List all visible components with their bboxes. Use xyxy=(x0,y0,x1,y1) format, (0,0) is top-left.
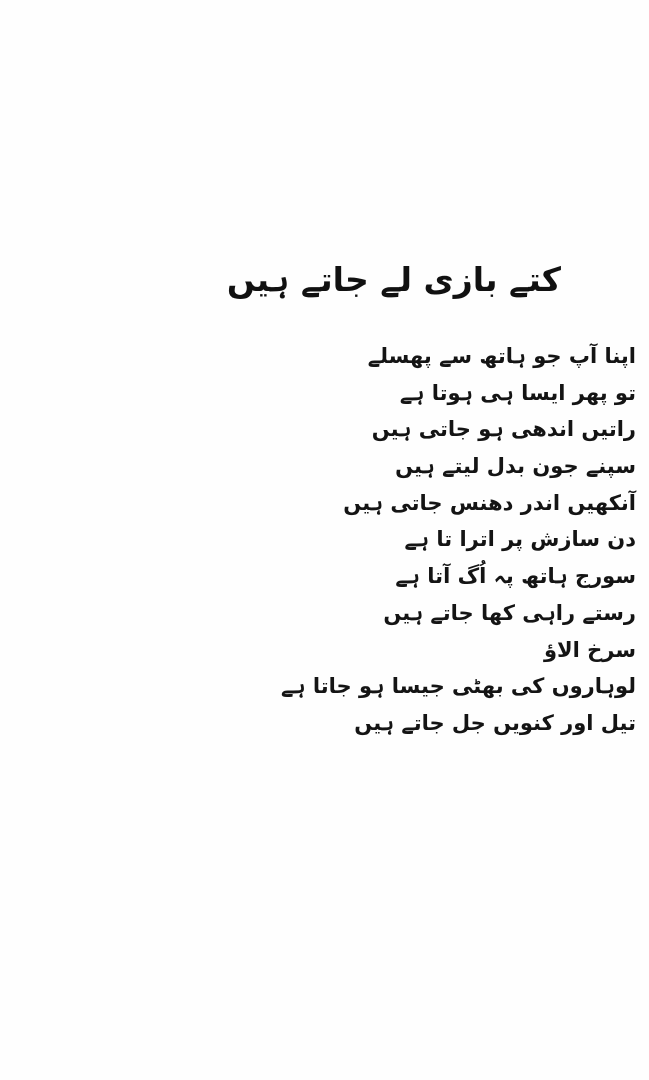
poem-body xyxy=(280,338,636,742)
poem-line: سورج ہاتھ پہ اُگ آتا ہے xyxy=(395,564,636,589)
poem-line: راتیں اندھی ہو جاتی ہیں xyxy=(371,417,636,442)
poem-line: سرخ الاؤ xyxy=(543,637,636,662)
poem-line: سپنے جون بدل لیتے ہیں xyxy=(395,454,636,479)
poem-line: دن سازش پر اترا تا ہے xyxy=(404,527,636,552)
poem-line: تیل اور کنویں جل جاتے ہیں xyxy=(354,710,636,735)
poem-line: لوہاروں کی بھٹی جیسا ہو جاتا ہے xyxy=(280,674,636,699)
poem-line: آنکھیں اندر دھنس جاتی ہیں xyxy=(343,490,636,515)
poem-line: رستے راہی کھا جاتے ہیں xyxy=(383,600,636,625)
poem-line: تو پھر ایسا ہی ہوتا ہے xyxy=(399,380,636,405)
poem-title: کتے بازی لے جاتے ہیں xyxy=(226,260,561,299)
poem-line: اپنا آپ جو ہاتھ سے پھسلے xyxy=(367,344,636,368)
